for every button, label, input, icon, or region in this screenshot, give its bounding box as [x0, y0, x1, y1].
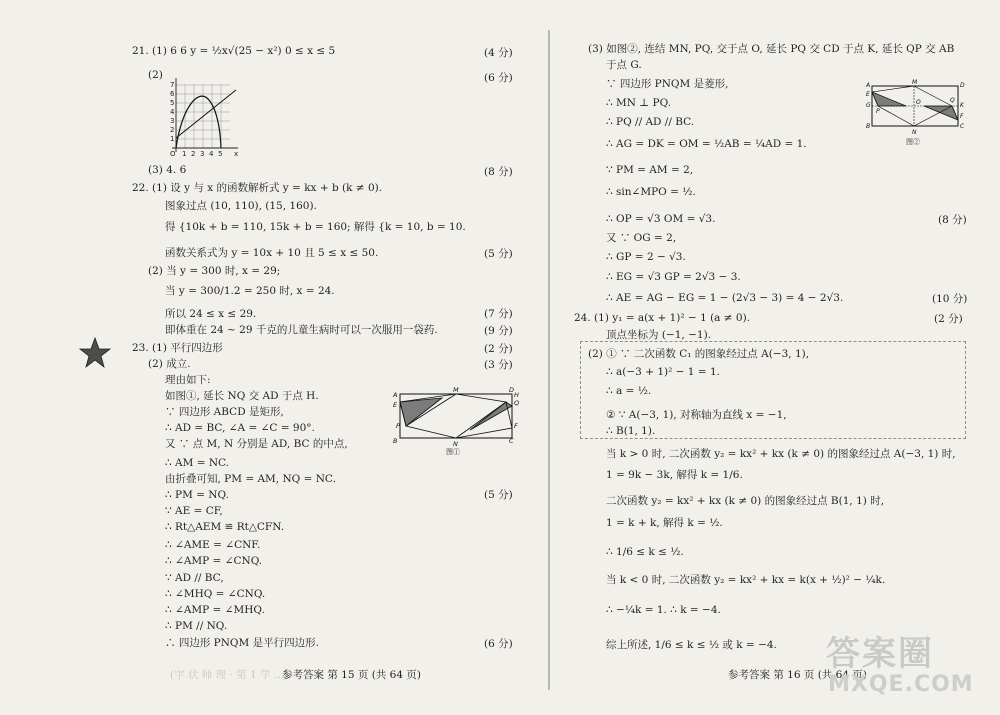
score-label: (6 分) [484, 638, 513, 650]
figure-2 [866, 80, 968, 148]
y-tick: 4 [170, 108, 175, 116]
q24-case: 1 = k + k, 解得 k = ½. [606, 517, 723, 529]
y-tick: 7 [170, 81, 175, 89]
graph-curve [176, 96, 221, 148]
q23-step: ∴ PQ // AD // BC. [606, 116, 695, 128]
fig2-label: N [912, 129, 917, 136]
q23-step: 又 ∵ OG = 2, [606, 232, 677, 244]
x-tick: 3 [200, 150, 205, 158]
q23-step: ∴ OP = √3 OM = √3. [606, 213, 716, 225]
q23-step: 由折叠可知, PM = AM, NQ = NC. [165, 473, 336, 485]
q23-step: 又 ∵ 点 M, N 分别是 AD, BC 的中点, [165, 438, 348, 450]
q24-part2-step: ② ∵ A(−3, 1), 对称轴为直线 x = −1, [606, 409, 787, 421]
q24-case: 二次函数 y₂ = kx² + kx (k ≠ 0) 的图象经过点 B(1, 1) 时, [606, 495, 885, 507]
q22-range: 所以 24 ≤ x ≤ 29. [165, 308, 257, 320]
q24-case: ∴ −¼k = 1. ∴ k = −4. [606, 604, 721, 616]
score-label: (2 分) [934, 313, 963, 325]
q22-part2: (2) 当 y = 300 时, x = 29; [148, 265, 281, 277]
score-label: (5 分) [484, 248, 513, 260]
q23-step: ∴ PM // NQ. [165, 620, 228, 632]
q23-step: ∵ 四边形 PNQM 是菱形, [606, 78, 729, 90]
origin-label: O [170, 150, 176, 158]
q21-function-graph [162, 78, 244, 160]
q22-calc: 当 y = 300/1.2 = 250 时, x = 24. [165, 285, 335, 297]
score-label: (5 分) [484, 489, 513, 501]
q23-step: 如图①, 延长 NQ 交 AD 于点 H. [165, 390, 319, 402]
score-label: (7 分) [484, 308, 513, 320]
score-label: (2 分) [484, 343, 513, 355]
q23-step: ∴ AE = AG − EG = 1 − (2√3 − 3) = 4 − 2√3. [606, 292, 844, 304]
x-axis-label: x [234, 150, 239, 158]
fig2-label: B [866, 123, 871, 130]
page-footer-15: 参考答案 第 15 页 (共 64 页) [282, 669, 421, 681]
q21-part3: (3) 4. 6 [148, 164, 187, 176]
q22-system: 得 {10k + b = 110, 15k + b = 160; 解得 {k = 10, b = 10. [165, 221, 466, 233]
x-tick: 5 [218, 150, 223, 158]
q23-step: ∵ AE = CF, [165, 505, 223, 517]
y-tick: 5 [170, 99, 175, 107]
q23-step: ∴ AD = BC, ∠A = ∠C = 90°. [165, 422, 315, 434]
y-tick: 2 [170, 126, 175, 134]
score-label: (4 分) [484, 47, 513, 59]
q23-step: ∵ 四边形 ABCD 是矩形, [165, 406, 284, 418]
q24-case: 1 = 9k − 3k, 解得 k = 1/6. [606, 469, 743, 481]
q22-conclusion: 即体重在 24 ~ 29 千克的儿童生病时可以一次服用一袋药. [165, 324, 438, 336]
q24-case: ∴ 1/6 ≤ k ≤ ½. [606, 546, 684, 558]
fig1-label: Q [514, 399, 520, 407]
q23-step: ∴ AM = NC. [165, 457, 230, 469]
q23-step: ∴ ∠AMP = ∠MHQ. [165, 604, 265, 616]
q24-part1: 24. (1) y₁ = a(x + 1)² − 1 (a ≠ 0). [574, 312, 751, 324]
q22-relation: 函数关系式为 y = 10x + 10 且 5 ≤ x ≤ 50. [165, 247, 379, 259]
q23-part2: (2) 成立. [148, 358, 191, 370]
fig2-label: P [876, 108, 880, 115]
figure-1 [392, 388, 524, 456]
y-tick: 6 [170, 90, 175, 98]
shaded-triangle-right [470, 402, 512, 430]
fig2-label: G [866, 102, 871, 109]
q23-step: ∴ MN ⊥ PQ. [606, 97, 671, 109]
fig1-label: E [393, 401, 398, 409]
q23-step: ∴ ∠AME = ∠CNF. [165, 539, 261, 551]
watermark-url: MXQE.COM [828, 672, 974, 697]
q24-case: 当 k < 0 时, 二次函数 y₂ = kx² + kx = k(x + ½)² − ¼k. [606, 574, 886, 586]
fig2-label: A [866, 82, 871, 89]
q23-step: ∴ AG = DK = OM = ½AB = ¼AD = 1. [606, 138, 807, 150]
q22-part1: 22. (1) 设 y 与 x 的函数解析式 y = kx + b (k ≠ 0). [132, 182, 383, 194]
q23-step: ∴ Rt△AEM ≌ Rt△CFN. [165, 521, 285, 533]
y-tick: 1 [170, 135, 175, 143]
right-page [548, 0, 1000, 715]
shaded-triangle-left [400, 398, 442, 426]
score-label: (8 分) [484, 166, 513, 178]
fig2-caption: 图② [906, 138, 920, 146]
fig1-label: P [396, 422, 400, 430]
fig1-label: A [393, 391, 398, 399]
q23-part3: (3) 如图②, 连结 MN, PQ, 交于点 O, 延长 PQ 交 CD 于点 K, 延长 QP 交 AB [588, 43, 955, 55]
score-label: (8 分) [938, 214, 967, 226]
fig2-label: Q [950, 97, 955, 104]
fig2-label: K [960, 102, 964, 109]
fig1-label: H [514, 391, 519, 399]
q23-step: ∴ GP = 2 − √3. [606, 251, 686, 263]
q24-part2-step: ∴ a = ½. [606, 385, 652, 397]
q24-part2-step: (2) ① ∵ 二次函数 C₁ 的图象经过点 A(−3, 1), [588, 348, 810, 360]
q24-part2-step: ∴ B(1, 1). [606, 425, 656, 437]
q24-vertex: 顶点坐标为 (−1, −1). [606, 329, 711, 341]
q23-part1: 23. (1) 平行四边形 [132, 342, 223, 354]
fig1-label: B [393, 437, 398, 445]
watermark-logo-text: 答案圈 [826, 634, 934, 674]
fig2-label: F [960, 113, 964, 120]
score-label: (3 分) [484, 359, 513, 371]
score-label: (9 分) [484, 325, 513, 337]
star-icon [78, 336, 112, 370]
y-tick: 3 [170, 117, 175, 125]
q23-step: ∴ ∠MHQ = ∠CNQ. [165, 588, 266, 600]
fig2-label: O [916, 99, 921, 106]
q24-case: 当 k > 0 时, 二次函数 y₂ = kx² + kx (k ≠ 0) 的图象经过点 A(−3, 1) 时, [606, 448, 956, 460]
fig1-label: C [509, 437, 514, 445]
x-tick: 1 [182, 150, 187, 158]
q23-step: ∵ PM = AM = 2, [606, 164, 694, 176]
q23-part3-cont: 于点 G. [606, 59, 642, 71]
q23-step: ∵ AD // BC, [165, 572, 224, 584]
q24-conclusion: 综上所述, 1/6 ≤ k ≤ ½ 或 k = −4. [606, 639, 777, 651]
fig2-label: D [960, 82, 965, 89]
score-label: (6 分) [484, 72, 513, 84]
q22-points: 图象过点 (10, 110), (15, 160). [165, 200, 317, 212]
x-tick: 2 [191, 150, 196, 158]
x-tick: 4 [209, 150, 214, 158]
q21-part2: (2) [148, 69, 163, 81]
fig1-label: N [453, 440, 458, 448]
fig1-label: F [514, 422, 518, 430]
fig1-label: D [509, 386, 515, 394]
q23-step: ∴ 四边形 PNQM 是平行四边形. [165, 637, 319, 649]
score-label: (10 分) [932, 293, 968, 305]
fig1-caption: 图① [446, 448, 460, 456]
q23-reason: 理由如下: [165, 374, 211, 386]
q23-step: ∴ ∠AMP = ∠CNQ. [165, 555, 263, 567]
page-footer-16: 参考答案 第 16 页 (共 64 页) [728, 669, 867, 681]
q23-step: ∴ EG = √3 GP = 2√3 − 3. [606, 271, 741, 283]
fig2-label: C [960, 123, 965, 130]
q23-step: ∴ sin∠MPO = ½. [606, 186, 696, 198]
fig2-label: M [912, 79, 918, 86]
footer-faint-text: (宇 状 师 理 · 第 1 学 …) [170, 669, 289, 681]
fig2-label: E [866, 91, 870, 98]
q23-step: ∴ PM = NQ. [165, 489, 229, 501]
q24-part2-step: ∴ a(−3 + 1)² − 1 = 1. [606, 366, 720, 378]
fig1-label: M [453, 386, 459, 394]
q21-part1: 21. (1) 6 6 y = ½x√(25 − x²) 0 ≤ x ≤ 5 [132, 45, 336, 57]
